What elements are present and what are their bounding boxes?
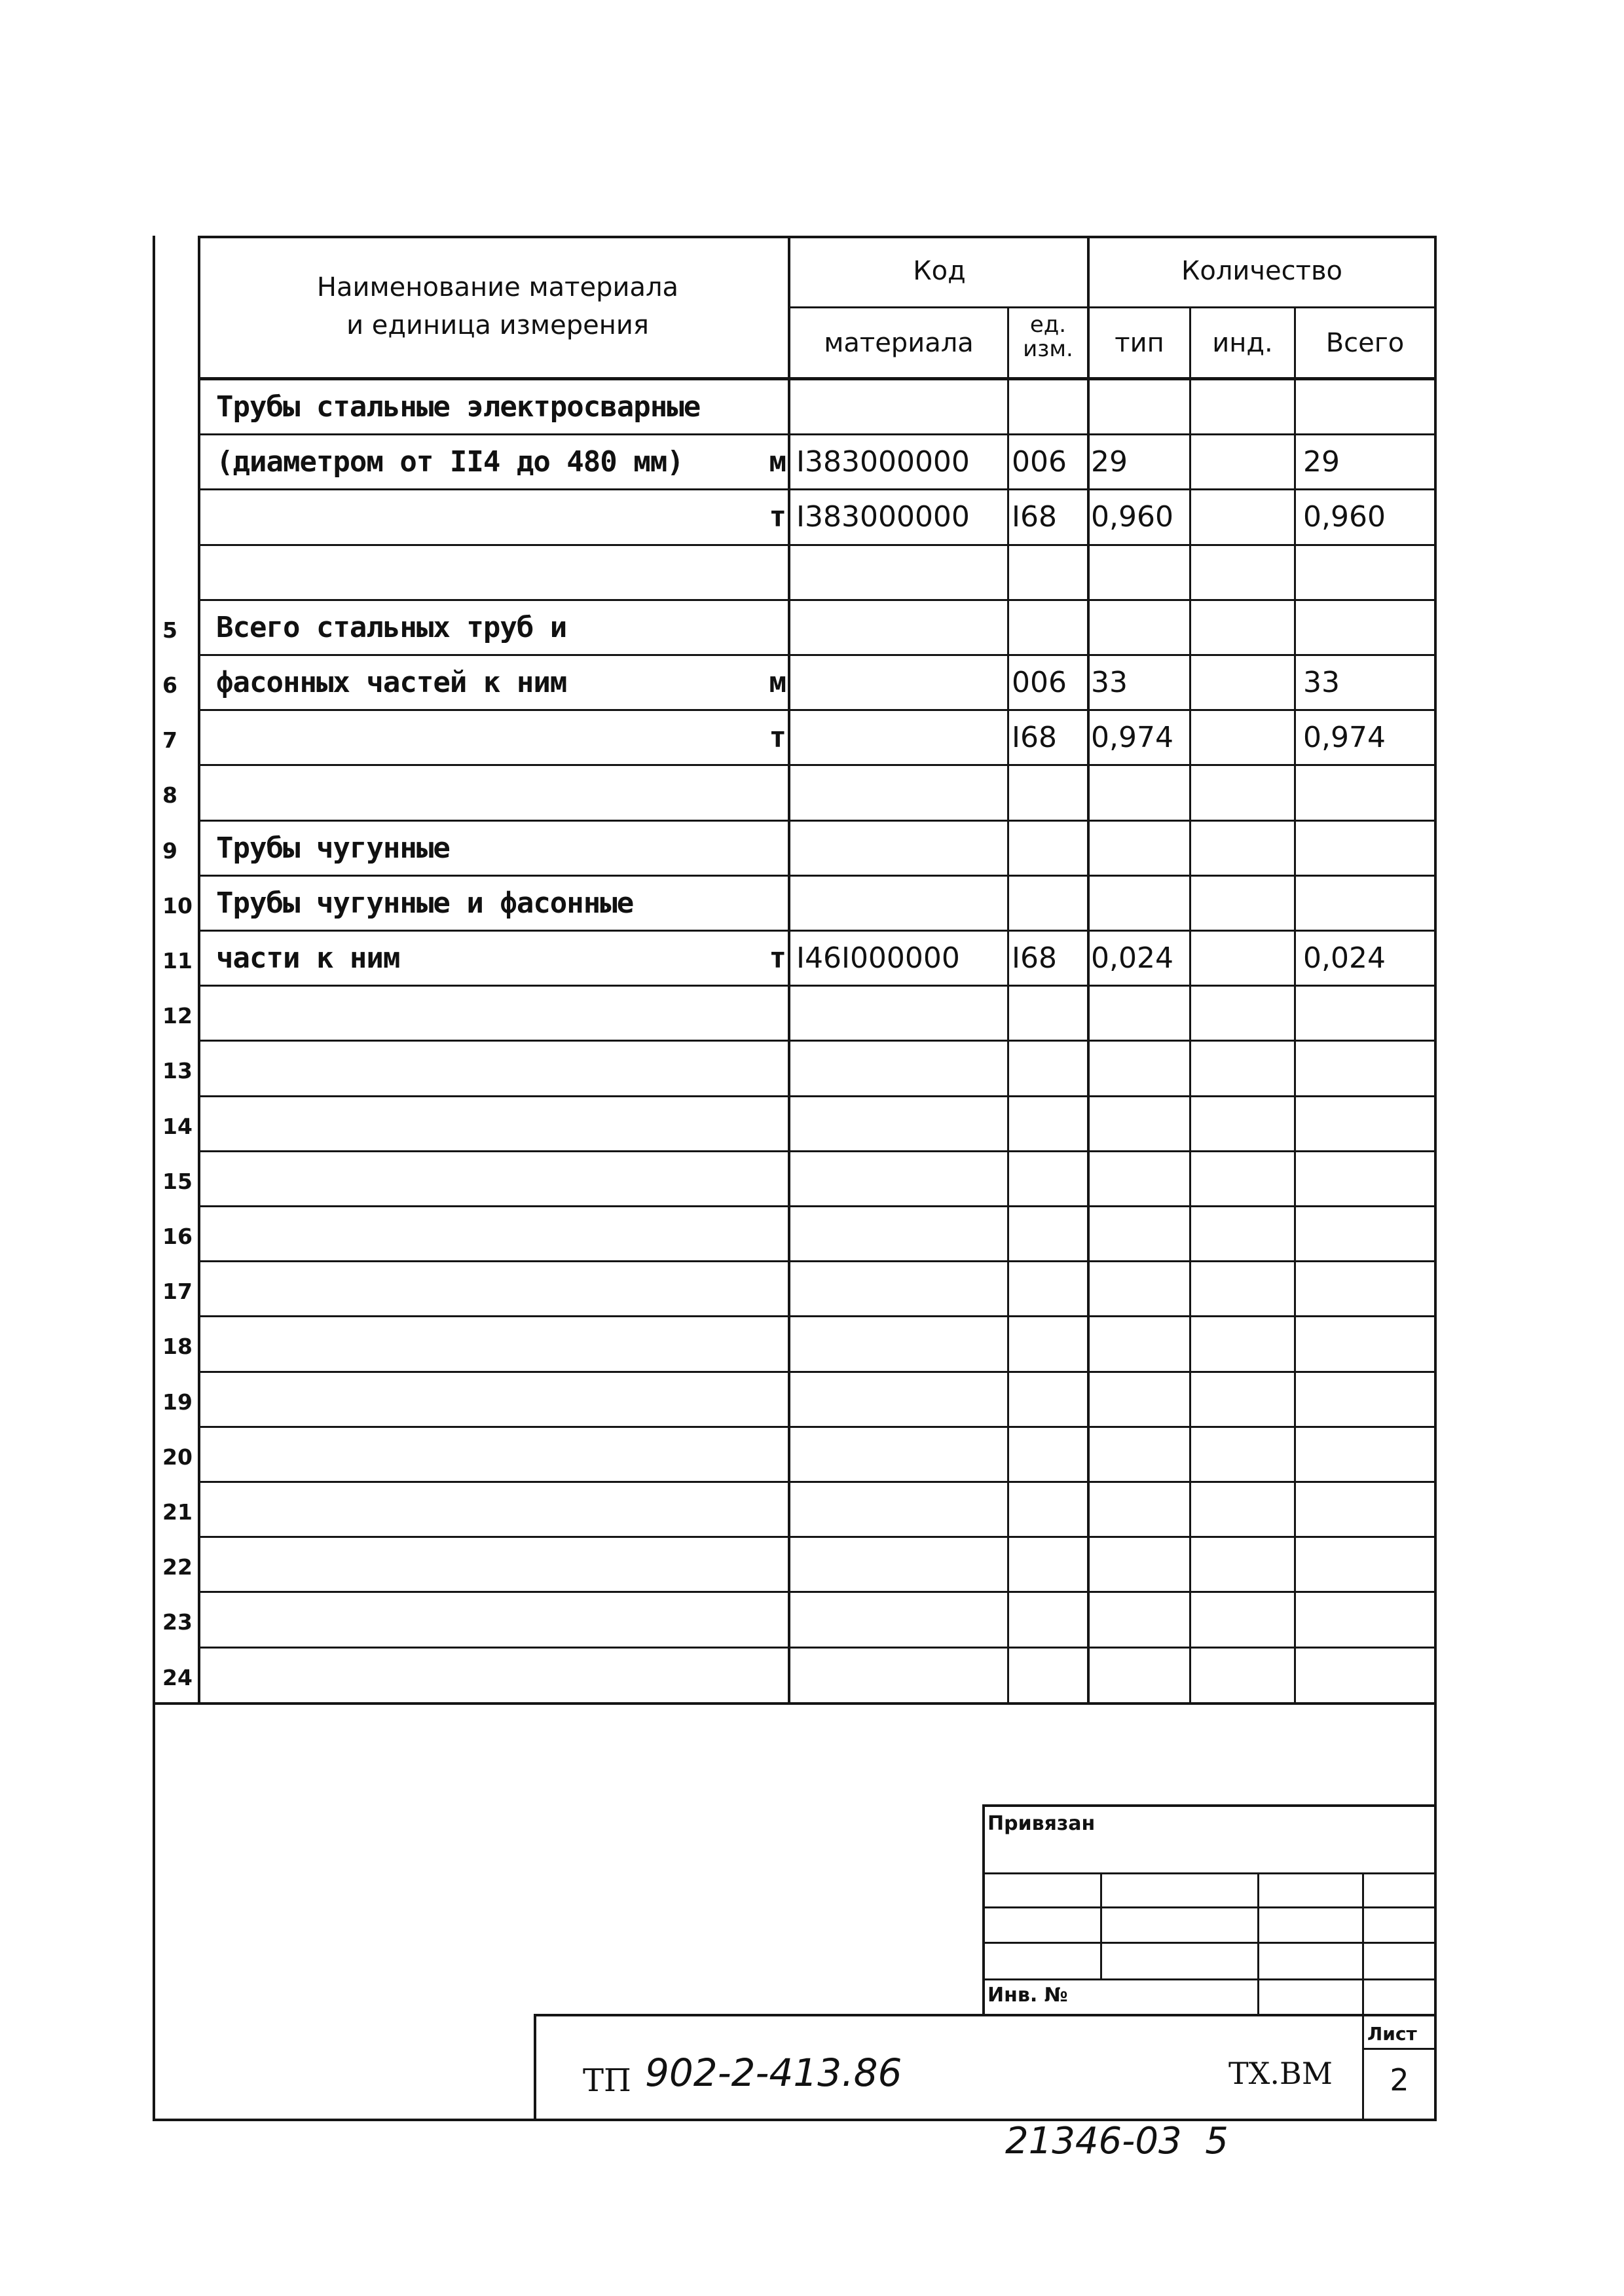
tb-line	[982, 1804, 985, 2014]
table-row	[0, 600, 1624, 655]
header-name-line1: Наименование материала	[316, 272, 679, 302]
row-number: 22	[162, 1554, 193, 1580]
cell-tip: 29	[1091, 445, 1128, 479]
header-code: Код	[913, 256, 966, 286]
tb-line	[982, 1906, 1437, 1908]
row-number: 12	[162, 1003, 193, 1029]
cell-name: фасонных частей к ним	[216, 666, 567, 699]
header-name-line2: и единица измерения	[346, 310, 649, 340]
table-row	[0, 655, 1624, 710]
tb-line	[534, 2014, 1437, 2016]
cell-total: 29	[1303, 445, 1340, 479]
cell-code: I383000000	[796, 445, 970, 479]
table-row	[0, 435, 1624, 490]
tb-line	[1100, 1872, 1102, 1978]
tb-line	[1362, 2048, 1437, 2050]
cell-unit: т	[769, 500, 786, 534]
row-number: 17	[162, 1279, 193, 1305]
cell-unit: т	[769, 721, 786, 755]
tb-line	[982, 1804, 1437, 1807]
cell-unit: м	[769, 666, 786, 699]
row-number: 19	[162, 1389, 193, 1415]
header-name	[216, 268, 779, 344]
cell-total: 0,974	[1303, 721, 1386, 755]
table-row	[0, 1648, 1624, 1703]
row-number: 5	[162, 617, 177, 643]
row-number: 20	[162, 1444, 193, 1470]
cell-tip: 0,024	[1091, 941, 1173, 975]
table-row	[0, 1041, 1624, 1096]
cell-ed: 006	[1012, 666, 1067, 699]
cell-total: 0,960	[1303, 500, 1386, 534]
project-number: 902-2-413.86	[645, 2050, 902, 2095]
tb-line	[982, 1942, 1437, 1944]
table-row	[0, 1482, 1624, 1537]
cell-tip: 0,960	[1091, 500, 1173, 534]
page-bottom-line	[153, 2119, 1437, 2121]
header-type: тип	[1115, 328, 1164, 358]
table-row	[0, 1427, 1624, 1482]
header-unit-line2: изм.	[1023, 336, 1073, 363]
row-number: 7	[162, 727, 177, 754]
cell-total: 0,024	[1303, 941, 1386, 975]
table-row	[0, 931, 1624, 986]
table-row	[0, 1152, 1624, 1207]
header-mid-line	[788, 306, 1437, 308]
header-unit	[1009, 313, 1087, 362]
footer-stamp: 21346-03 5	[1005, 2120, 1228, 2162]
cell-tip: 0,974	[1091, 721, 1173, 755]
table-row	[0, 1372, 1624, 1427]
table-row	[0, 710, 1624, 765]
row-number: 14	[162, 1113, 193, 1139]
row-number: 15	[162, 1168, 193, 1194]
cell-unit: т	[769, 941, 786, 975]
table-row	[0, 1262, 1624, 1317]
row-number: 24	[162, 1664, 193, 1690]
cell-name: Трубы чугунные и фасонные	[216, 886, 634, 920]
header-quantity: Количество	[1181, 256, 1342, 286]
sheet-number: 2	[1390, 2062, 1409, 2098]
cell-tip: 33	[1091, 666, 1128, 699]
table-row	[0, 490, 1624, 545]
table-row	[0, 380, 1624, 435]
cell-code: I46I000000	[796, 941, 960, 975]
table-row	[0, 821, 1624, 876]
inv-no-label: Инв. №	[987, 1984, 1068, 2007]
header-ind: инд.	[1212, 328, 1273, 358]
cell-name: Всего стальных труб и	[216, 610, 567, 644]
cell-ed: I68	[1012, 721, 1057, 755]
row-number: 10	[162, 892, 193, 919]
table-row	[0, 1207, 1624, 1262]
tb-line	[982, 1872, 1437, 1874]
top-border	[198, 236, 1437, 238]
project-prefix: ТП	[583, 2062, 631, 2099]
cell-name: Трубы стальные электросварные	[216, 390, 701, 424]
row-number: 16	[162, 1224, 193, 1249]
header-unit-line1: ед.	[1029, 312, 1067, 338]
privyazan-label: Привязан	[987, 1812, 1096, 1835]
table-row	[0, 986, 1624, 1041]
tb-line	[1257, 1872, 1259, 2014]
header-total: Всего	[1325, 328, 1405, 358]
cell-ed: I68	[1012, 941, 1057, 975]
sheet-label: Лист	[1367, 2023, 1417, 2045]
tb-line	[534, 2014, 536, 2121]
doc-code: ТХ.ВМ	[1228, 2056, 1333, 2091]
table-row	[0, 1317, 1624, 1372]
row-number: 13	[162, 1058, 193, 1084]
cell-ed: 006	[1012, 445, 1067, 479]
row-number: 21	[162, 1499, 193, 1525]
cell-unit: м	[769, 445, 786, 479]
cell-total: 33	[1303, 666, 1340, 699]
table-row	[0, 1537, 1624, 1592]
table-row	[0, 1097, 1624, 1152]
header-material: материала	[824, 328, 974, 358]
row-number: 6	[162, 672, 177, 698]
table-row	[0, 545, 1624, 600]
table-row	[0, 876, 1624, 931]
cell-name: части к ним	[216, 941, 400, 975]
row-number: 8	[162, 782, 177, 809]
table-row	[0, 1592, 1624, 1647]
row-number: 9	[162, 837, 177, 864]
cell-code: I383000000	[796, 500, 970, 534]
cell-name: (диаметром от II4 до 480 мм)	[216, 445, 684, 479]
cell-ed: I68	[1012, 500, 1057, 534]
table-row	[0, 765, 1624, 820]
tb-line	[982, 1978, 1437, 1980]
row-number: 18	[162, 1334, 193, 1360]
row-number: 23	[162, 1609, 193, 1635]
row-number: 11	[162, 948, 193, 974]
cell-name: Трубы чугунные	[216, 831, 450, 865]
